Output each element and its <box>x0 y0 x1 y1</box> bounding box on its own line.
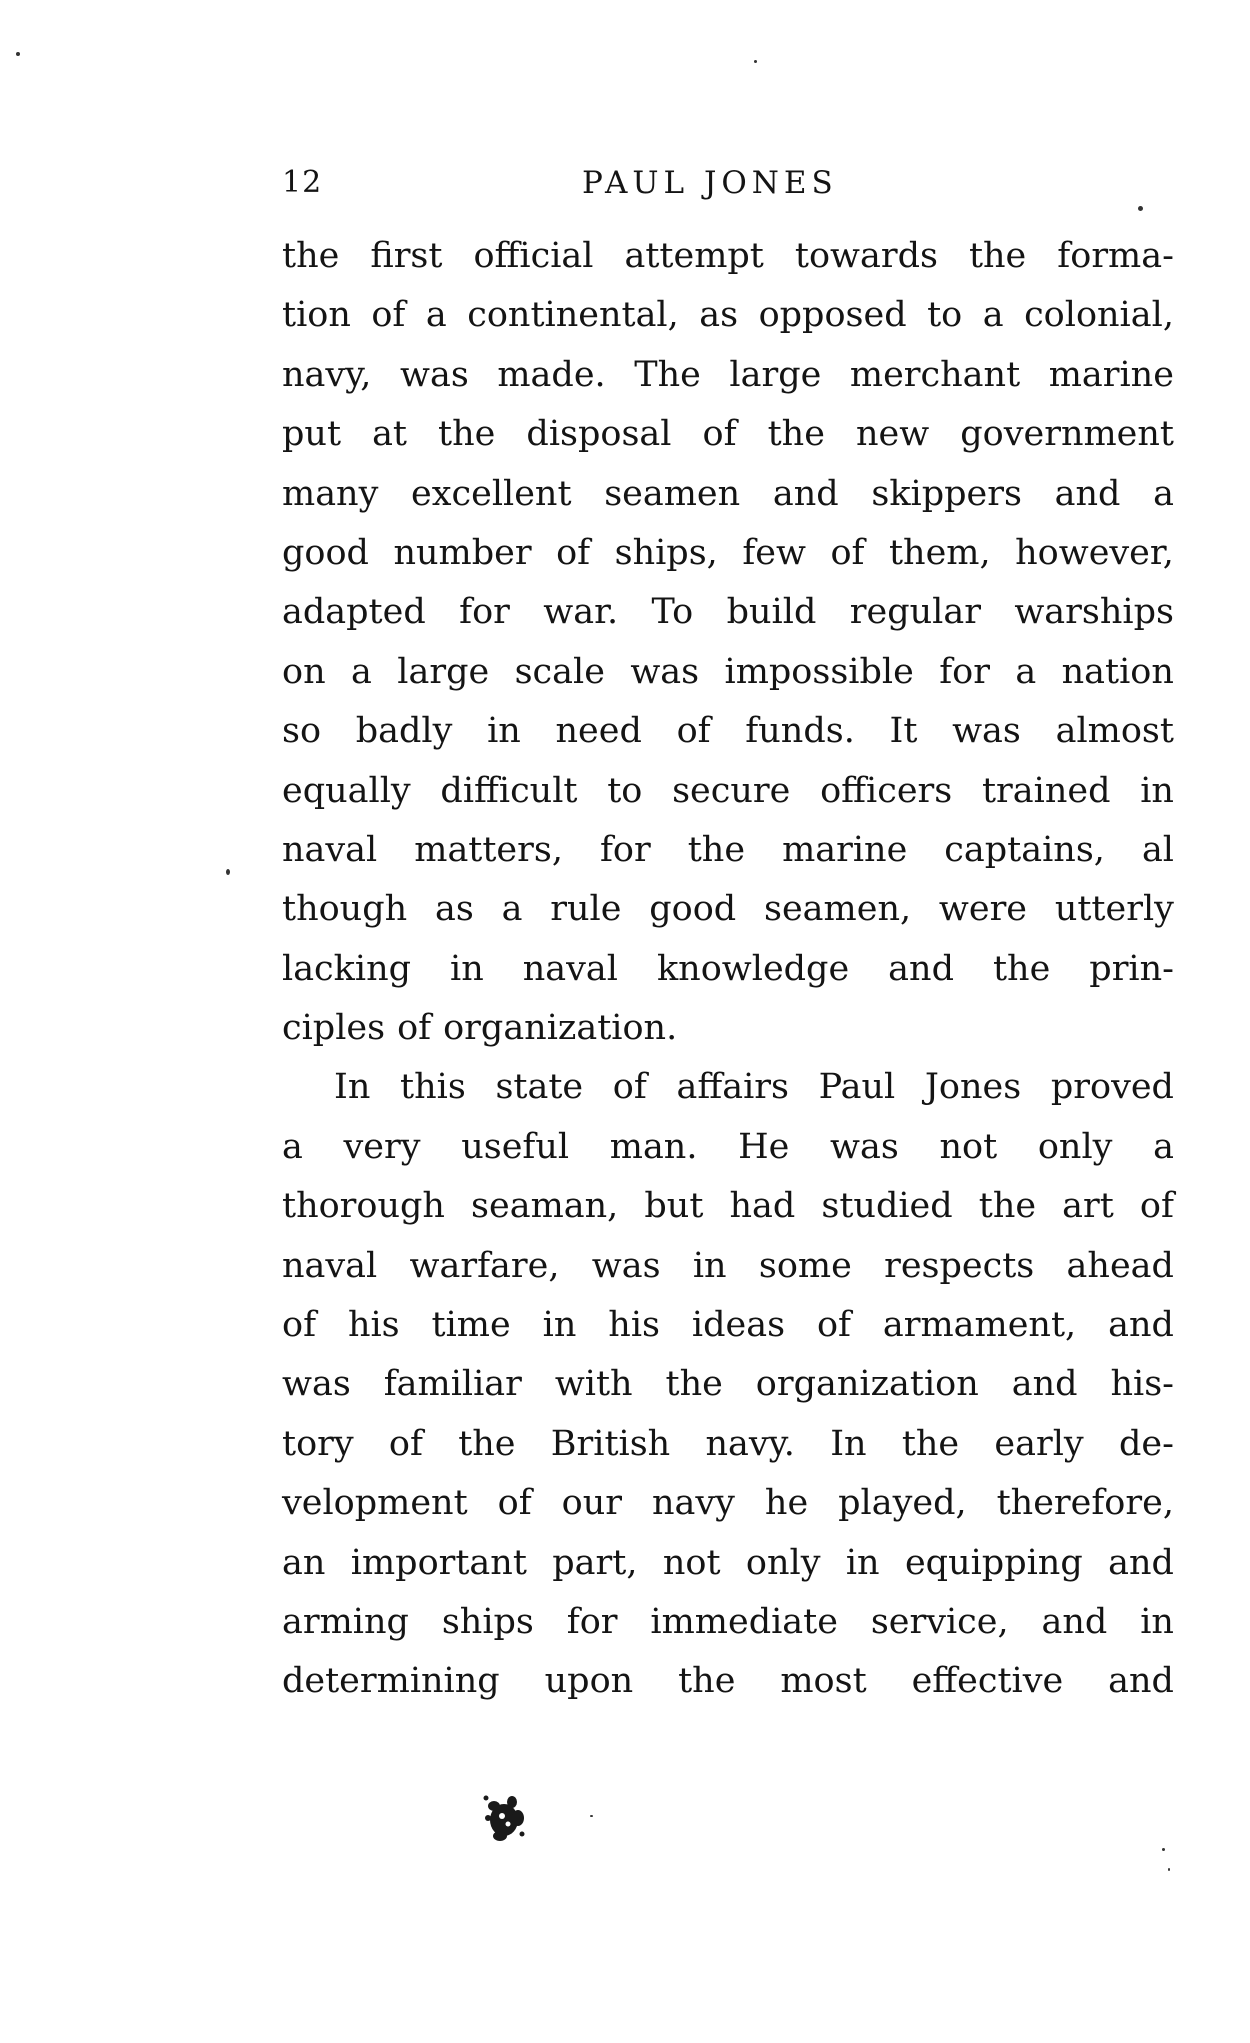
page-number: 12 <box>282 165 323 200</box>
word: arming <box>282 1601 409 1642</box>
text-line <box>282 592 1174 651</box>
word: navy, <box>282 354 372 395</box>
word: Jones <box>924 1067 1022 1108</box>
text-line <box>282 889 1174 948</box>
word: the <box>665 1364 723 1405</box>
word: not <box>662 1542 721 1583</box>
word: as <box>699 295 739 336</box>
word: naval <box>282 829 378 870</box>
word: a <box>982 295 1004 336</box>
word: In <box>334 1067 371 1108</box>
word: to <box>927 295 963 336</box>
word: the <box>678 1661 736 1702</box>
text-line <box>282 295 1174 354</box>
word: his <box>347 1305 400 1346</box>
word: immediate <box>650 1601 838 1642</box>
word: of <box>497 1483 532 1524</box>
word: of <box>676 711 711 752</box>
word: and <box>1108 1542 1174 1583</box>
word: official <box>473 236 594 276</box>
running-title: PAUL JONES <box>582 165 838 201</box>
word: excellent <box>411 473 572 514</box>
word: scale <box>514 651 605 692</box>
word: first <box>370 236 443 276</box>
text-line <box>282 1305 1174 1364</box>
word: badly <box>355 711 453 752</box>
word: the <box>968 236 1027 276</box>
word: of <box>556 532 591 573</box>
word: with <box>554 1364 633 1405</box>
word: seaman, <box>471 1186 619 1227</box>
text-line <box>282 1424 1174 1483</box>
word: the <box>458 1423 516 1464</box>
text-line <box>282 1364 1174 1423</box>
word: was <box>630 651 700 692</box>
word: impossible <box>724 651 914 692</box>
word: captains, <box>944 829 1105 870</box>
word: man. <box>609 1126 698 1167</box>
word: the <box>901 1423 960 1464</box>
word: of <box>371 295 406 336</box>
text-line <box>282 355 1174 414</box>
word: very <box>343 1126 421 1167</box>
word: as <box>434 889 474 930</box>
word: was <box>400 354 469 395</box>
word: them, <box>888 532 991 573</box>
text-line <box>282 1483 1174 1542</box>
word: funds. <box>745 711 855 752</box>
word: had <box>729 1186 796 1227</box>
word: though <box>282 889 408 930</box>
word: ahead <box>1066 1245 1174 1286</box>
word: in <box>542 1305 577 1346</box>
word: he <box>764 1483 809 1524</box>
word: of <box>702 414 737 455</box>
word: nation <box>1061 651 1174 692</box>
text-line <box>282 1602 1174 1661</box>
word: utterly <box>1054 889 1174 930</box>
word: almost <box>1055 711 1174 752</box>
word: warships <box>1014 592 1174 633</box>
word: the <box>282 236 340 276</box>
word: the <box>767 414 825 455</box>
word: so <box>282 711 322 752</box>
word: Paul <box>818 1067 896 1108</box>
word: for <box>566 1601 618 1642</box>
word: In <box>830 1423 867 1464</box>
word: respects <box>884 1245 1035 1286</box>
word: good <box>649 889 737 930</box>
word: was <box>591 1245 661 1286</box>
text-line <box>282 1127 1174 1186</box>
word: warfare, <box>409 1245 560 1286</box>
word: good <box>282 532 369 573</box>
word: an <box>282 1542 326 1583</box>
word: and <box>888 948 954 989</box>
text-line <box>282 1661 1174 1720</box>
word: number <box>393 532 532 573</box>
word: towards <box>794 236 938 276</box>
word: upon <box>544 1661 634 1702</box>
word: large <box>397 651 490 692</box>
word: affairs <box>676 1067 789 1108</box>
word: naval <box>282 1245 378 1286</box>
word: officers <box>820 770 953 811</box>
word: only <box>745 1542 821 1583</box>
word: a <box>351 651 372 692</box>
word: a <box>1015 651 1037 692</box>
word: knowledge <box>656 948 850 989</box>
word: and <box>772 473 839 514</box>
body-text <box>282 236 1174 1721</box>
word: British <box>550 1423 671 1464</box>
word: skippers <box>871 473 1022 514</box>
word: not <box>939 1126 998 1167</box>
word: part, <box>552 1542 638 1583</box>
word: regular <box>849 592 981 633</box>
word: marine <box>1048 354 1174 395</box>
word: continental, <box>467 295 679 336</box>
word: in <box>487 711 521 752</box>
word: opposed <box>758 295 907 336</box>
word: most <box>780 1661 867 1702</box>
word: our <box>561 1483 622 1524</box>
word: and <box>1108 1305 1174 1346</box>
word: some <box>758 1245 852 1286</box>
word: only <box>1037 1126 1113 1167</box>
word: for <box>939 651 990 692</box>
text-line <box>282 711 1174 770</box>
word: many <box>282 473 379 514</box>
word: to <box>607 770 643 811</box>
word: this <box>400 1067 466 1108</box>
word: organization <box>755 1364 979 1405</box>
word: in <box>1140 770 1174 811</box>
word: war. <box>543 592 619 633</box>
word: ships, <box>614 532 718 573</box>
word: large <box>729 354 822 395</box>
text-line <box>282 414 1174 473</box>
word: effective <box>911 1661 1064 1702</box>
word: disposal <box>526 414 672 455</box>
word: the <box>978 1186 1037 1227</box>
word: marine <box>782 829 908 870</box>
word: in <box>845 1542 880 1583</box>
word: He <box>738 1126 790 1167</box>
running-head <box>282 165 890 209</box>
word: therefore, <box>996 1483 1174 1524</box>
word: navy. <box>705 1423 795 1464</box>
word: for <box>459 592 510 633</box>
word: at <box>372 414 407 455</box>
word: service, <box>870 1601 1009 1642</box>
word: a <box>1153 473 1174 514</box>
word: on <box>282 651 326 692</box>
word: colonial, <box>1024 295 1174 336</box>
word: difficult <box>440 770 578 811</box>
word: in <box>692 1245 727 1286</box>
word: attempt <box>624 236 764 276</box>
word: trained <box>981 770 1111 811</box>
word: studied <box>821 1186 953 1227</box>
printers-flourish-icon <box>474 1788 534 1848</box>
word: for <box>599 829 651 870</box>
word: equally <box>282 770 411 811</box>
word: It <box>889 711 918 752</box>
word: ciples <box>282 1008 386 1049</box>
word: in <box>1140 1601 1174 1642</box>
word: a <box>1153 1126 1174 1167</box>
text-line <box>282 1246 1174 1305</box>
word: the <box>992 948 1051 989</box>
word: useful <box>461 1126 570 1167</box>
word: need <box>555 711 642 752</box>
word: de- <box>1118 1423 1174 1464</box>
word: his- <box>1110 1364 1174 1405</box>
word: and <box>1041 1601 1108 1642</box>
word: seamen <box>604 473 741 514</box>
word: To <box>651 592 694 633</box>
text-line <box>282 771 1174 830</box>
word: build <box>726 592 817 633</box>
word: merchant <box>849 354 1021 395</box>
text-line <box>282 1008 1174 1067</box>
word: determining <box>282 1661 500 1702</box>
text-line <box>282 949 1174 1008</box>
word: the <box>687 829 746 870</box>
word: equipping <box>904 1542 1083 1583</box>
word: a <box>282 1126 303 1167</box>
word: lacking <box>282 948 412 989</box>
word: in <box>450 948 484 989</box>
text-line <box>282 1067 1174 1126</box>
word: ideas <box>691 1305 786 1346</box>
word: was <box>830 1126 899 1167</box>
word: tion <box>282 295 351 336</box>
word: put <box>282 414 342 455</box>
word: time <box>431 1305 511 1346</box>
word: important <box>350 1542 527 1583</box>
word: and <box>1108 1661 1174 1702</box>
word: but <box>644 1186 704 1227</box>
text-line <box>282 830 1174 889</box>
text-line <box>282 236 1174 295</box>
word: velopment <box>282 1483 468 1524</box>
text-line <box>282 1186 1174 1245</box>
text-line <box>282 533 1174 592</box>
word: few <box>742 532 806 573</box>
word: of <box>1139 1186 1174 1227</box>
word: the <box>438 414 496 455</box>
word: government <box>960 414 1174 455</box>
word: of <box>830 532 865 573</box>
word: made. <box>497 354 606 395</box>
text-line <box>282 474 1174 533</box>
word: however, <box>1015 532 1174 573</box>
word: prin- <box>1089 948 1174 989</box>
word: a <box>425 295 447 336</box>
word: and <box>1011 1364 1078 1405</box>
word: ships <box>441 1601 534 1642</box>
word: adapted <box>282 592 426 633</box>
word: The <box>634 354 701 395</box>
word: of <box>282 1305 317 1346</box>
word: naval <box>522 948 618 989</box>
word: forma- <box>1057 236 1174 276</box>
word: proved <box>1050 1067 1174 1108</box>
word: a <box>501 889 523 930</box>
word: was <box>282 1364 351 1405</box>
word: tory <box>282 1423 354 1464</box>
word: al <box>1141 829 1174 870</box>
word: his <box>608 1305 660 1346</box>
word: armament, <box>882 1305 1077 1346</box>
word: art <box>1062 1186 1114 1227</box>
word: secure <box>672 770 791 811</box>
word: new <box>855 414 930 455</box>
word: seamen, <box>764 889 912 930</box>
word: organization. <box>443 1008 678 1049</box>
word: early <box>994 1423 1084 1464</box>
text-line <box>282 652 1174 711</box>
word: and <box>1054 473 1121 514</box>
word: rule <box>550 889 622 930</box>
word: of <box>397 1008 432 1049</box>
word: navy <box>651 1483 735 1524</box>
word: state <box>495 1067 584 1108</box>
word: played, <box>838 1483 967 1524</box>
word: of <box>816 1305 851 1346</box>
word: of <box>612 1067 647 1108</box>
word: thorough <box>282 1186 445 1227</box>
word: were <box>938 889 1028 930</box>
word: of <box>388 1423 423 1464</box>
text-line <box>282 1543 1174 1602</box>
word: was <box>952 711 1021 752</box>
word: familiar <box>383 1364 522 1405</box>
word: matters, <box>414 829 563 870</box>
